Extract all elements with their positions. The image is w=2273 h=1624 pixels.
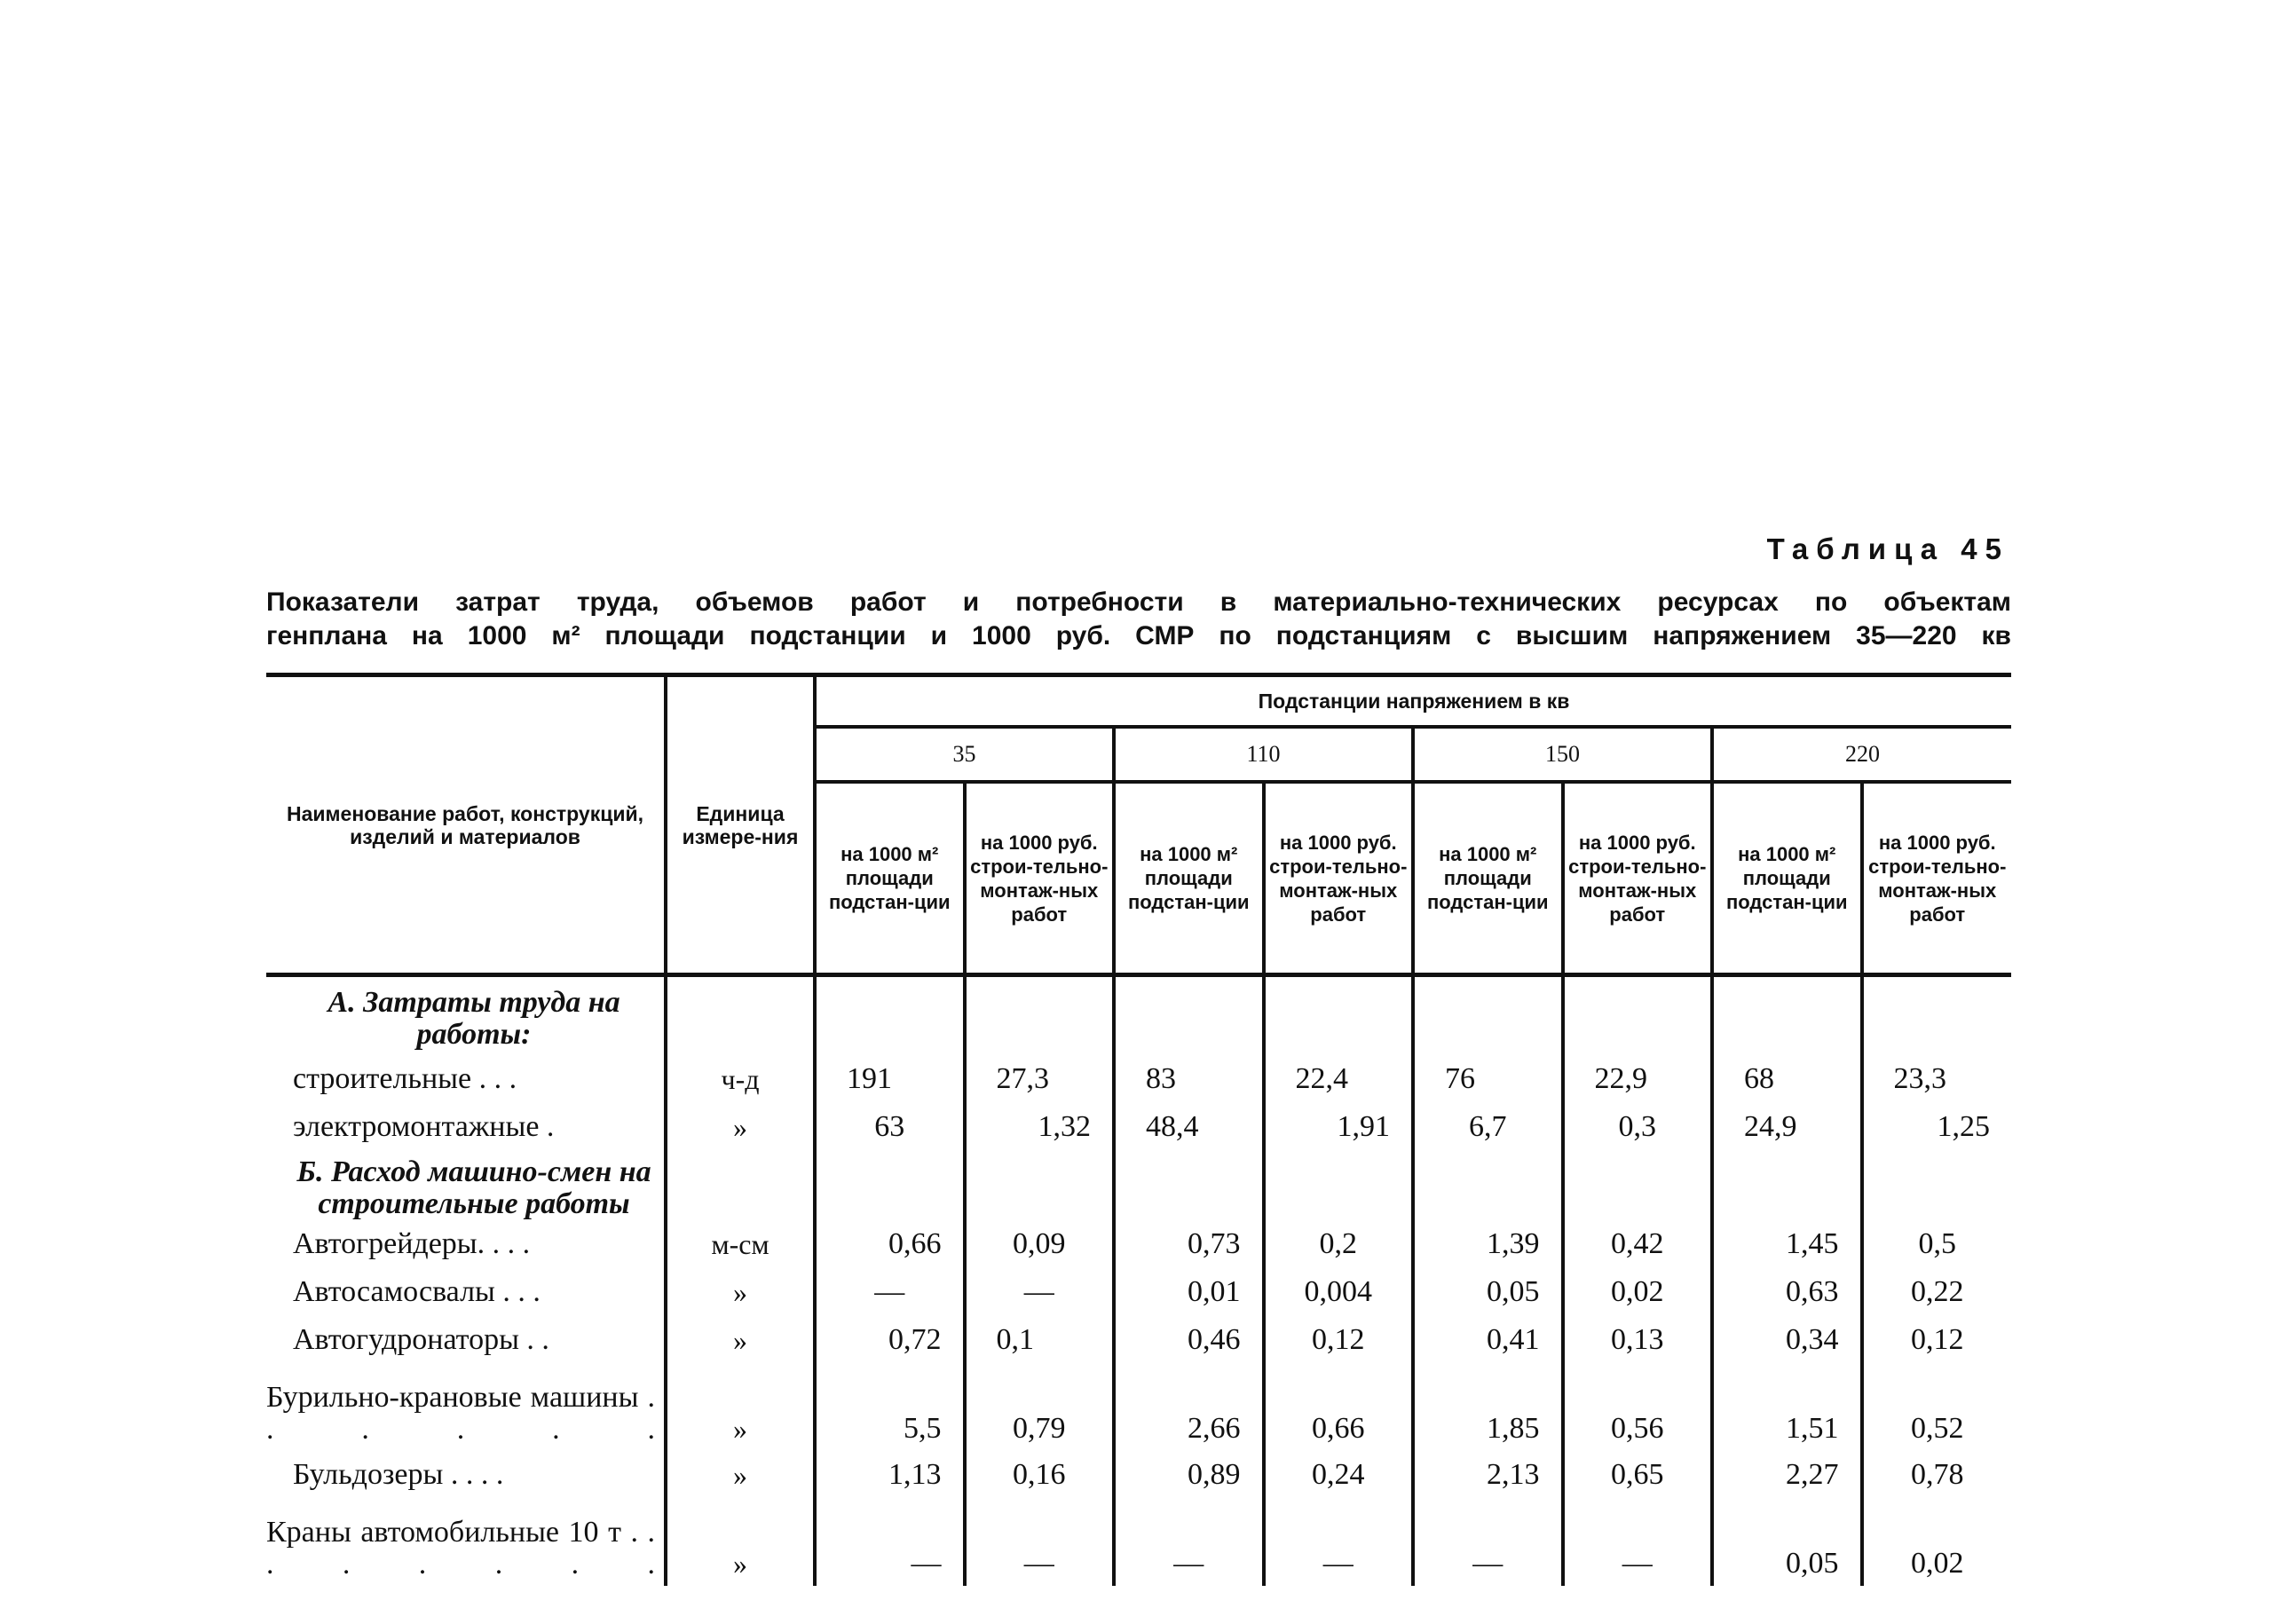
header-sub-rub: на 1000 руб. строи-тельно-монтаж-ных работ bbox=[1264, 782, 1414, 975]
row-name: Автогрейдеры. . . . bbox=[293, 1227, 531, 1260]
table-row bbox=[266, 1055, 2011, 1103]
cell-value: 0,5 bbox=[1862, 1220, 2012, 1268]
cell-value: 1,39 bbox=[1413, 1220, 1563, 1268]
header-voltage-110: 110 bbox=[1114, 727, 1413, 782]
cell-value: 0,24 bbox=[1264, 1451, 1414, 1499]
header-sub-area: на 1000 м² площади подстан-ции bbox=[1114, 782, 1264, 975]
cell-value: 0,05 bbox=[1712, 1499, 1862, 1586]
row-name: строительные . . . bbox=[293, 1062, 517, 1095]
cell-value: — bbox=[1413, 1499, 1563, 1586]
cell-value: 48,4 bbox=[1114, 1103, 1264, 1151]
cell-value: 2,66 bbox=[1114, 1364, 1264, 1451]
cell-value: 2,13 bbox=[1413, 1451, 1563, 1499]
cell-value: 0,56 bbox=[1563, 1364, 1713, 1451]
row-name: Автогудронаторы . . bbox=[293, 1323, 549, 1356]
cell-value: 1,91 bbox=[1264, 1103, 1414, 1151]
cell-value: 0,22 bbox=[1862, 1268, 2012, 1316]
header-sub-rub: на 1000 руб. строи-тельно-монтаж-ных работ bbox=[1862, 782, 2012, 975]
cell-value: 1,85 bbox=[1413, 1364, 1563, 1451]
header-unit-column: Единица измере-ния bbox=[666, 675, 815, 975]
cell-value: 0,79 bbox=[965, 1364, 1115, 1451]
cell-value: 0,89 bbox=[1114, 1451, 1264, 1499]
row-name: Бульдозеры . . . . bbox=[293, 1458, 504, 1491]
cell-value: — bbox=[815, 1268, 965, 1316]
cell-value: 1,32 bbox=[965, 1103, 1115, 1151]
cell-value: 0,78 bbox=[1862, 1451, 2012, 1499]
table-row bbox=[266, 1364, 2011, 1451]
cell-value: 0,65 bbox=[1563, 1451, 1713, 1499]
caption-line-1: Показатели затрат труда, объемов работ и потребности в материально-технических ресурсах по объектам bbox=[266, 587, 2011, 617]
cell-value: 0,34 bbox=[1712, 1316, 1862, 1364]
caption-line-2: генплана на 1000 м² площади подстанции и 1000 руб. СМР по подстанциям с высшим напряжением 35—220 кв bbox=[266, 621, 2011, 650]
section-row bbox=[266, 1151, 2011, 1220]
cell-value: 191 bbox=[815, 1055, 965, 1103]
cell-value: 0,12 bbox=[1264, 1316, 1414, 1364]
cell-value: 1,51 bbox=[1712, 1364, 1862, 1451]
row-unit: м-см bbox=[666, 1220, 815, 1268]
row-name: Краны автомобильные 10 т . . . . . . . . bbox=[266, 1516, 655, 1581]
header-group-title: Подстанции напряжением в кв bbox=[815, 675, 2011, 728]
cell-value: — bbox=[1563, 1499, 1713, 1586]
cell-value: 6,7 bbox=[1413, 1103, 1563, 1151]
cell-value: 83 bbox=[1114, 1055, 1264, 1103]
cell-value: 22,4 bbox=[1264, 1055, 1414, 1103]
row-name: электромонтажные . bbox=[293, 1110, 555, 1143]
row-name: Автосамосвалы . . . bbox=[293, 1275, 541, 1308]
table-row bbox=[266, 1220, 2011, 1268]
cell-value: 1,45 bbox=[1712, 1220, 1862, 1268]
cell-value: 1,25 bbox=[1862, 1103, 2012, 1151]
cell-value: — bbox=[965, 1499, 1115, 1586]
cell-value: 0,2 bbox=[1264, 1220, 1414, 1268]
cell-value: 1,13 bbox=[815, 1451, 965, 1499]
section-row bbox=[266, 975, 2011, 1056]
cell-value: 0,01 bbox=[1114, 1268, 1264, 1316]
table-row bbox=[266, 1451, 2011, 1499]
row-unit: ч-д bbox=[666, 1055, 815, 1103]
cell-value: 23,3 bbox=[1862, 1055, 2012, 1103]
row-unit: » bbox=[666, 1499, 815, 1586]
cell-value: 0,72 bbox=[815, 1316, 965, 1364]
cell-value: 0,05 bbox=[1413, 1268, 1563, 1316]
cell-value: 27,3 bbox=[965, 1055, 1115, 1103]
header-sub-rub: на 1000 руб. строи-тельно-монтаж-ных работ bbox=[1563, 782, 1713, 975]
cell-value: 0,42 bbox=[1563, 1220, 1713, 1268]
cell-value: 68 bbox=[1712, 1055, 1862, 1103]
cell-value: 22,9 bbox=[1563, 1055, 1713, 1103]
section-title: А. Затраты труда на работы: bbox=[328, 986, 620, 1051]
table-row bbox=[266, 1103, 2011, 1151]
cell-value: 0,16 bbox=[965, 1451, 1115, 1499]
cell-value: 0,12 bbox=[1862, 1316, 2012, 1364]
header-sub-area: на 1000 м² площади подстан-ции bbox=[815, 782, 965, 975]
header-sub-area: на 1000 м² площади подстан-ции bbox=[1413, 782, 1563, 975]
row-name: Бурильно-крановые машины . . . . . . bbox=[266, 1381, 655, 1446]
header-voltage-220: 220 bbox=[1712, 727, 2011, 782]
row-unit: » bbox=[666, 1103, 815, 1151]
cell-value: 76 bbox=[1413, 1055, 1563, 1103]
cell-value: 0,3 bbox=[1563, 1103, 1713, 1151]
cell-value: — bbox=[815, 1499, 965, 1586]
data-table bbox=[266, 673, 2011, 1586]
cell-value: 0,004 bbox=[1264, 1268, 1414, 1316]
cell-value: 0,02 bbox=[1563, 1268, 1713, 1316]
header-voltage-150: 150 bbox=[1413, 727, 1712, 782]
cell-value: — bbox=[1264, 1499, 1414, 1586]
table-row bbox=[266, 1268, 2011, 1316]
cell-value: 0,02 bbox=[1862, 1499, 2012, 1586]
section-title: Б. Расход машино-смен на строительные работы bbox=[296, 1155, 651, 1220]
cell-value: 0,73 bbox=[1114, 1220, 1264, 1268]
document-page bbox=[266, 529, 2011, 1586]
cell-value: 5,5 bbox=[815, 1364, 965, 1451]
row-unit: » bbox=[666, 1364, 815, 1451]
cell-value: 0,1 bbox=[965, 1316, 1115, 1364]
cell-value: 63 bbox=[815, 1103, 965, 1151]
cell-value: 0,13 bbox=[1563, 1316, 1713, 1364]
cell-value: 0,63 bbox=[1712, 1268, 1862, 1316]
table-caption bbox=[266, 586, 2011, 653]
cell-value: 0,46 bbox=[1114, 1316, 1264, 1364]
table-row bbox=[266, 1316, 2011, 1364]
header-voltage-35: 35 bbox=[815, 727, 1114, 782]
cell-value: 24,9 bbox=[1712, 1103, 1862, 1151]
cell-value: 0,52 bbox=[1862, 1364, 2012, 1451]
cell-value: 2,27 bbox=[1712, 1451, 1862, 1499]
header-name-column: Наименование работ, конструкций, изделий и материалов bbox=[266, 675, 666, 975]
cell-value: — bbox=[965, 1268, 1115, 1316]
cell-value: — bbox=[1114, 1499, 1264, 1586]
cell-value: 0,66 bbox=[1264, 1364, 1414, 1451]
row-unit: » bbox=[666, 1268, 815, 1316]
table-row bbox=[266, 1499, 2011, 1586]
header-sub-area: на 1000 м² площади подстан-ции bbox=[1712, 782, 1862, 975]
row-unit: » bbox=[666, 1451, 815, 1499]
header-sub-rub: на 1000 руб. строи-тельно-монтаж-ных работ bbox=[965, 782, 1115, 975]
cell-value: 0,41 bbox=[1413, 1316, 1563, 1364]
table-number: Таблица 45 bbox=[1766, 532, 2009, 565]
row-unit: » bbox=[666, 1316, 815, 1364]
cell-value: 0,66 bbox=[815, 1220, 965, 1268]
cell-value: 0,09 bbox=[965, 1220, 1115, 1268]
